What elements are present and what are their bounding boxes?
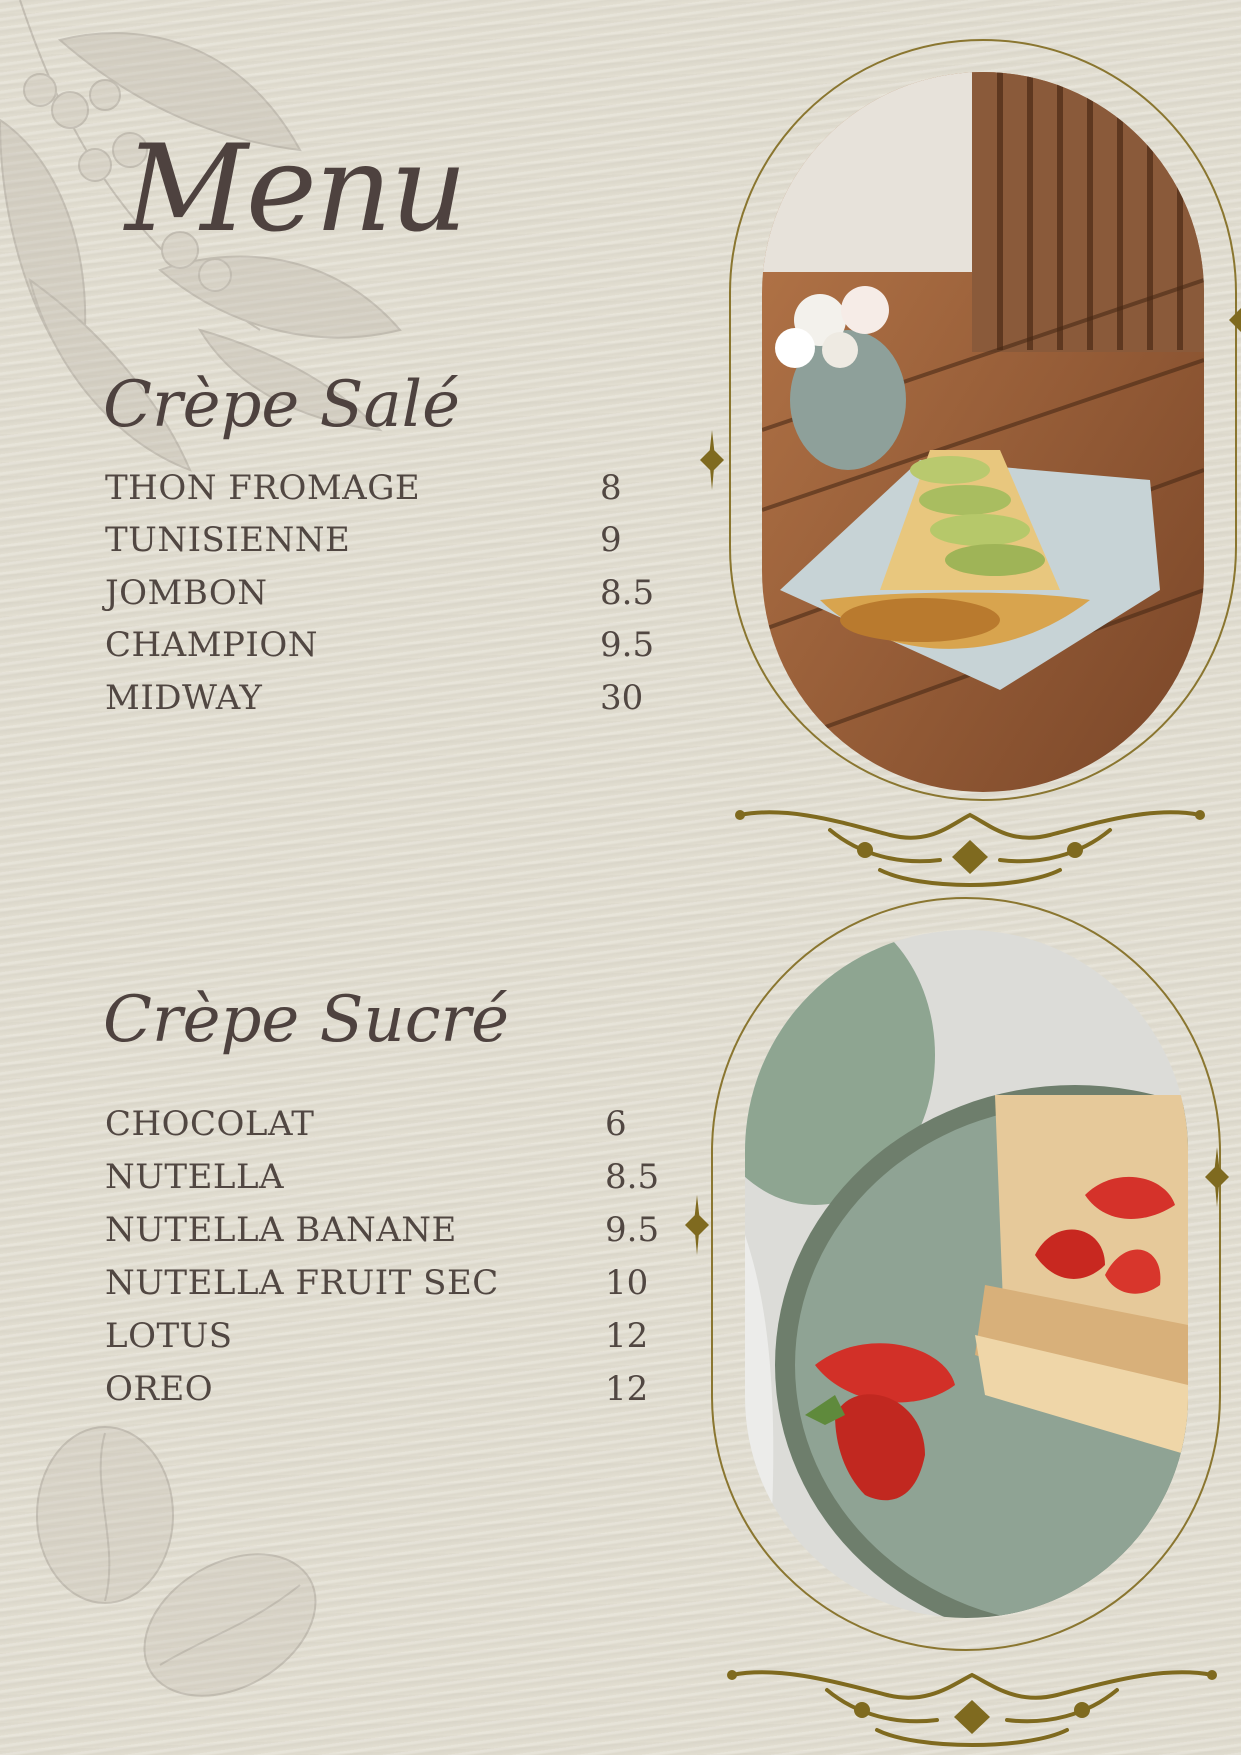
menu-price: 9.5 <box>600 625 655 665</box>
coffee-bean-illustration <box>30 1425 330 1715</box>
menu-item: LOTUS <box>105 1316 233 1356</box>
menu-price: 8 <box>600 468 622 508</box>
menu-item: JOMBON <box>105 573 268 613</box>
menu-price: 30 <box>600 678 644 718</box>
sparkle-icon <box>700 430 724 490</box>
menu-item: NUTELLA <box>105 1157 285 1197</box>
menu-price: 12 <box>605 1316 649 1356</box>
sparkle-icon <box>685 1195 709 1255</box>
coffee-branch-illustration <box>0 0 420 520</box>
menu-price: 9 <box>600 520 622 560</box>
menu-item: TUNISIENNE <box>105 520 351 560</box>
menu-price: 8.5 <box>605 1157 660 1197</box>
ornament-divider <box>730 795 1210 895</box>
menu-price: 10 <box>605 1263 649 1303</box>
section-title-crepe-sale: Crèpe Salé <box>103 368 460 442</box>
menu-price: 9.5 <box>605 1210 660 1250</box>
menu-item: MIDWAY <box>105 678 263 718</box>
menu-item: NUTELLA FRUIT SEC <box>105 1263 499 1303</box>
menu-item: NUTELLA BANANE <box>105 1210 457 1250</box>
menu-price: 12 <box>605 1369 649 1409</box>
menu-item: OREO <box>105 1369 214 1409</box>
savory-crepe-photo <box>700 30 1241 800</box>
menu-item: CHOCOLAT <box>105 1104 315 1144</box>
ornament-divider <box>722 1655 1222 1755</box>
menu-price: 6 <box>605 1104 627 1144</box>
menu-item: THON FROMAGE <box>105 468 421 508</box>
section-title-crepe-sucre: Crèpe Sucré <box>103 983 509 1057</box>
menu-item: CHAMPION <box>105 625 318 665</box>
menu-price: 8.5 <box>600 573 655 613</box>
sweet-crepe-photo <box>685 895 1230 1665</box>
menu-title: Menu <box>125 120 466 259</box>
